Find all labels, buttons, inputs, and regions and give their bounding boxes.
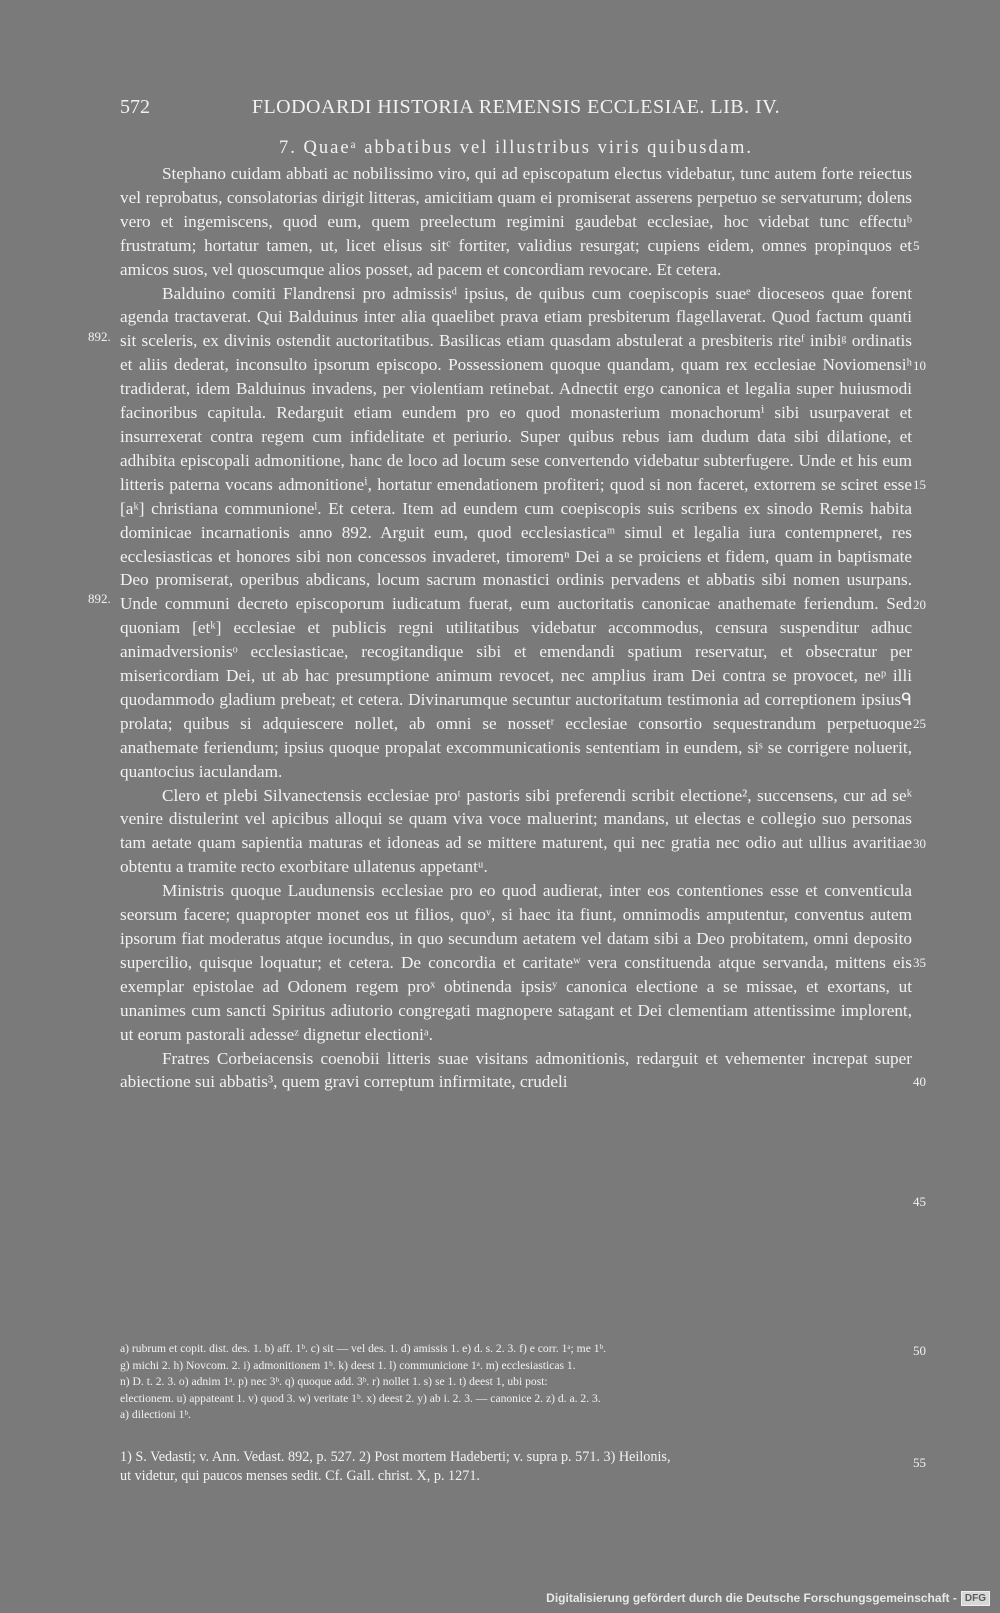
variant-note-line: n) D. t. 2. 3. o) adnim 1ᵃ. p) nec 3ᵇ. q) quoque add. 3ᵇ. r) nollet 1. s) se 1. t) deest 1, ubi post: [120, 1375, 548, 1388]
paragraph: Stephano cuidam abbati ac nobilissimo viro, qui ad episcopatum electus videbatur, tunc autem forte reiectus vel reprobatus, consolatorias dirigit litteras, amicitiam quam ei promiserat asserens perpetuo se servaturum; dolens vero et ingemiscens, quod eum, quem preelectum regimini gaudebat ecclesiae, hoc videbat tunc effectuᵇ frustratum; hortatur tamen, ut, licet elisus sitᶜ fortiter, validius resurgat; cupiens eidem, omnes propinquos et amicos suos, vel quoscumque alios posset, ad pacem et concordiam revocare. Et cetera. [120, 164, 912, 279]
line-number: 20 [913, 597, 926, 612]
variant-notes [120, 1341, 912, 1424]
digitization-footer [546, 1588, 990, 1608]
margin-year: 892. [88, 329, 111, 344]
line-number: 55 [913, 1455, 926, 1470]
variant-note-line: a) dilectioni 1ᵇ. [120, 1408, 191, 1421]
line-number: 10 [913, 358, 926, 373]
page-header [120, 96, 912, 126]
variant-note-line: g) michi 2. h) Novcom. 2. i) admonitionem 1ᵇ. k) deest 1. l) communicione 1ᵃ. m) ecclesiasticas 1. [120, 1358, 576, 1372]
line-number: 50 [913, 1343, 926, 1358]
margin-year: 892. [88, 591, 111, 606]
page-number: 572 [120, 96, 150, 118]
historical-note-line: 1) S. Vedasti; v. Ann. Vedast. 892, p. 527. 2) Post mortem Hadeberti; v. supra p. 571. 3) Heilonis, [120, 1449, 671, 1465]
paragraph: Clero et plebi Silvanectensis ecclesiae proᵗ pastoris sibi preferendi scribit electione², succensens, cur ad seᵏ venire distulerint vel apicibus alloqui se quam viva voce maluerint; mandans, ut electas e collegio suo personas tam aetate quam sapientia maturas et idoneas ad se mittere maturent, qui nec gratia nec odio aut ullius avaritiae obtentu a tramite recto exorbitare ullatenus appetantᵘ. [120, 785, 912, 877]
line-number: 40 [913, 1074, 926, 1089]
footer-credit: Digitalisierung gefördert durch die Deutsche Forschungsgemeinschaft - [546, 1591, 957, 1605]
line-number: 25 [913, 716, 926, 731]
historical-note-line: ut videtur, qui paucos menses sedit. Cf. Gall. christ. X, p. 1271. [120, 1468, 480, 1485]
variant-note-line: electionem. u) appateant 1. v) quod 3. w) veritate 1ᵇ. x) deest 2. y) ab i. 2. 3. — canonice 2. z) d. a. 2. 3. [120, 1391, 601, 1405]
paragraph: Fratres Corbeiacensis coenobii litteris suae visitans admonitionis, redarguit et vehementer increpat super abiectione sui abbatis³, quem gravi correptum infirmitate, crudeli [120, 1048, 912, 1092]
line-number: 35 [913, 955, 926, 970]
section-heading: 7. Quaeᵃ abbatibus vel illustribus viris quibusdam. [279, 138, 753, 158]
variant-note-line: a) rubrum et copit. dist. des. 1. b) aff. 1ᵇ. c) sit — vel des. 1. d) amissis 1. e) d. s. 2. 3. f) e corr. 1ᵃ; me 1ᵇ. [120, 1342, 607, 1355]
line-number: 5 [913, 238, 920, 253]
line-number: 45 [913, 1194, 926, 1209]
line-number: 15 [913, 477, 926, 492]
paragraph: Balduino comiti Flandrensi pro admissisᵈ ipsius, de quibus cum coepiscopis suaeᵉ dioceseos quae forent agenda tractaverat. Qui Balduinus inter alia quaelibet prava etiam presbiterum flagellaverat. Quod factum quanti sit sceleris, ex divinis ostendit auctoritatibus. Basilicas etiam quasdam abstulerat a presbiteris riteᶠ inibiᵍ ordinatis et aliis dederat, inconsulto ipsorum episcopo. Possessionem quoque quandam, quam rex ecclesiae Noviomensiʰ tradiderat, idem Balduinus invadens, per violentiam retinebat. Adnectit ergo canonica et legalia super huiusmodi facinoribus capitula. Redarguit etiam eundem pro eo quod monasterium monachorumⁱ sibi usurpaverat et insurrexerat contra regem cum infidelitate et periurio. Super quibus rebus iam dudum data sibi dilatione, et adhibita episcopali admonitione, hanc de loco ad locum sese convertendo videbatur subterfugere. Unde et his eum litteris paterna vocans admonitioneⁱ, hortatur emendationem profiteri; quod si non faceret, extorrem se sciret esse [aᵏ] christiana communioneˡ. Et cetera. Item ad eundem cum coepiscopis suis scribens ex sinodo Remis habita dominicae incarnationis anno 892. Arguit eum, quod ecclesiasticaᵐ simul et legalia iura contempneret, res ecclesiasticas et honores sibi non concessos invaderet, timoremⁿ Dei a se proiciens et fidem, quam in baptismate Deo promiserat, operibus abdicans, locum sacrum monastici ordinis pervadens et abbatis sibi nomen usurpans. Unde communi decreto episcoporum iudicatum fuerat, eum auctoritatis canonicae anathemate feriendum. Sed quoniam [etᵏ] ecclesiae et publicis regni utilitatibus videbatur accommodus, censura suspenditur adhuc animadversionisᵒ ecclesiasticae, recogitandique sibi et emendandi spatium reservatur, et obsecratur per misericordiam Dei, ut ab hac presumptione animum revocet, nec amplius iram Dei contra se provocet, neᵖ illi quodammodo gladium prebeat; et cetera. Divinarumque secuntur auctoritatum testimonia ad correptionem ipsiusᑫ prolata; quibus si adquiescere nollet, ab omni se nossetʳ ecclesiae consortio sequestrandum perpetuoque anathemate feriendum; ipsius quoque propalat excommunicationis sententiam in eundem, siˢ se corrigere noluerit, quantocius iaculandam. [120, 283, 912, 781]
line-number: 30 [913, 836, 926, 851]
dfg-logo-icon: DFG [961, 1591, 990, 1606]
historical-notes [120, 1448, 912, 1486]
main-text [120, 162, 912, 1094]
running-title: FLODOARDI HISTORIA REMENSIS ECCLESIAE. LIB. IV. [251, 96, 781, 118]
paragraph: Ministris quoque Laudunensis ecclesiae pro eo quod audierat, inter eos contentiones esse et conventicula seorsum facere; quapropter monet eos ut filios, quoᵛ, si haec ita fiunt, omnimodis amputentur, conventus autem ipsorum fiat moderatus atque iocundus, in quo secundum aetatem vel datam sibi a Deo probitatem, omni deposito supercilio, quisque loquatur; et cetera. De concordia et caritateʷ vera constituenda atque servanda, mittens eis exemplar epistolae ad Odonem regem proˣ obtinenda ipsisʸ canonica electione a se missae, et exortans, ut unanimes cum sancti Spiritus adiutorio congregati magnopere satagant et Dei clementiam attentissime implorent, ut eorum pastorali adesseᶻ dignetur electioniᵃ. [120, 881, 912, 1044]
